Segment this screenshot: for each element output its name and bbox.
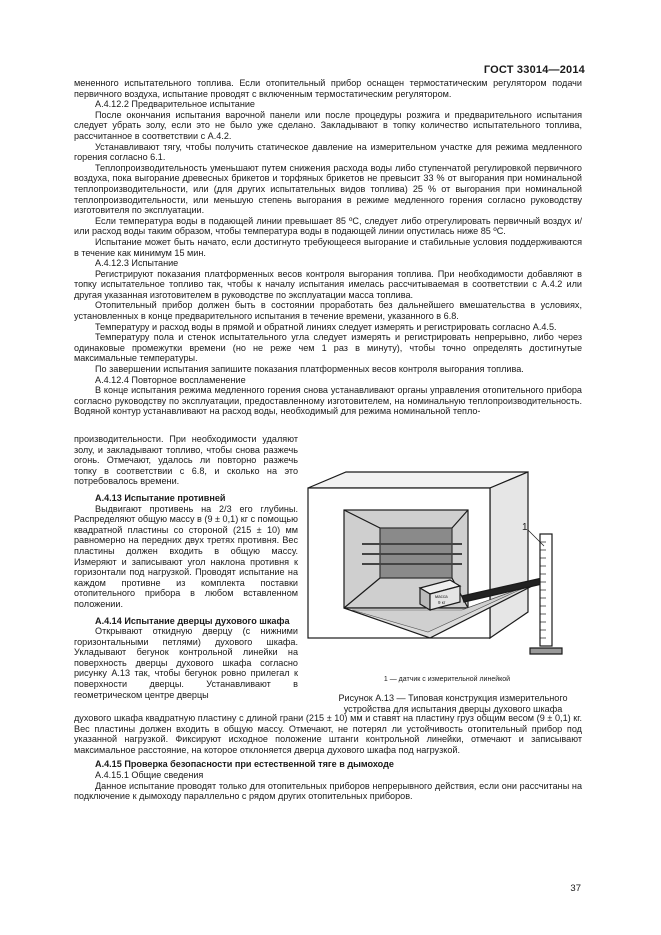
paragraph: Открывают откидную дверцу (с нижними горизонтальными петлями) духового шкафа. Укладывают бегунок контрольной линейки на поверхность дверцы духового шкафа согласно рисунку А.13 так, чтобы бегунок ровно прилегал к поверхности дверцы. Устанавливают в геометрическом центре дверцы xyxy=(74,626,298,700)
weight-label-line2: 9 кг xyxy=(438,600,446,605)
page-number: 37 xyxy=(570,883,581,894)
figure-marker: 1 xyxy=(522,522,528,533)
figure-a13-drawing xyxy=(302,470,592,670)
left-column-text xyxy=(74,434,298,700)
paragraph: После окончания испытания варочной панели или после процедуры розжига и предварительного испытания следует убрать золу, если это не было уже сделано. Закладывают в топку количество испытательного топлива, рассчитанное в соответствии с А.4.2. xyxy=(74,109,582,141)
top-text-block xyxy=(74,78,582,417)
cabinet-side xyxy=(490,472,528,638)
figure-caption-line1: Рисунок А.13 — Типовая конструкция измерительного xyxy=(338,693,568,703)
paragraph: Испытание может быть начато, если достигнуто требующееся выгорание и стабильные условия поддерживаются в течение как минимум 15 мин. xyxy=(74,236,582,258)
section-heading: А.4.15 Проверка безопасности при естественной тяге в дымоходе xyxy=(95,759,394,770)
paragraph: производительности. При необходимости удаляют золу, и закладывают топливо, чтобы снова разжечь огонь. Отмечают, удалось ли повторно разжечь топку в соответствии с 6.8, и сколько на это потребовалось времени. xyxy=(74,434,298,487)
figure-caption xyxy=(318,693,588,715)
paragraph: По завершении испытания запишите показания платформенных весов контроля выгорания топлива. xyxy=(95,364,524,375)
paragraph: А.4.12.2 Предварительное испытание xyxy=(95,99,255,110)
paragraph: Температуру и расход воды в прямой и обратной линиях следует измерять и регистрировать согласно А.4.5. xyxy=(95,321,557,332)
paragraph: А.4.12.3 Испытание xyxy=(95,258,179,269)
weight-label-line1: масса xyxy=(435,594,448,599)
paragraph: Выдвигают противень на 2/3 его глубины. Распределяют общую массу в (9 ± 0,1) кг с помощью квадратной пластины со стороной (215 ± 10) мм равномерно на передних двух третях противня. Вес пластины должен входить в общую массу. Измеряют и записывают угол наклона противня к горизонтали под нагрузкой. Проводят испытание на каждом противне из комплекта поставки отопительного прибора в любом вставленном положении. xyxy=(74,503,298,609)
paragraph: А.4.12.4 Повторное воспламенение xyxy=(95,374,246,385)
bottom-text-block xyxy=(74,713,582,802)
paragraph: Устанавливают тягу, чтобы получить статическое давление на измерительном участке для режима медленного горения согласно 6.1. xyxy=(74,141,582,163)
paragraph: Отопительный прибор должен быть в состоянии проработать без дальнейшего вмешательства в условиях, установленных в конце предварительного испытания в течение времени, указанного в 6.8. xyxy=(74,300,582,322)
paragraph: Температуру пола и стенок испытательного угла следует измерять и регистрировать непрерывно, либо через одинаковые промежутки времени (но не реже чем 1 раз в минуту), чтобы точно определять достигнутые максимальные температуры. xyxy=(74,332,582,364)
section-heading: А.4.13 Испытание противней xyxy=(95,492,226,503)
paragraph: духового шкафа квадратную пластину с длиной грани (215 ± 10) мм и ставят на пластину груз общим весом (9 ± 0,1) кг. Вес пластины должен входить в общую массу. Отмечают, не потерял ли устойчивость отопительный прибор под указанной нагрузкой. Фиксируют исходное положение штанги контрольной линейки, отмечают и записывают максимальное расстояние, на которое отклоняется дверца духового шкафа под нагрузкой. xyxy=(74,713,582,755)
paragraph: Теплопроизводительность уменьшают путем снижения расхода воды либо ступенчатой регулировкой первичного воздуха, пока выгорание древесных брикетов и торфяных брикетов не превысит 33 % от выгорания при номинальной теплопроизводительности, или (для других испытательных видов топлива) 25 % от выгорания при номинальной теплопроизводительности, или меньшую степень выгорания в режиме медленного горения согласно руководству изготовителя по эксплуатации. xyxy=(74,162,582,216)
paragraph: Регистрируют показания платформенных весов контроля выгорания топлива. При необходимости добавляют в топку испытательное топливо так, чтобы к началу испытания имелась рассчитываемая в соответствии с А.4.2 или другая указанная изготовителем в руководстве по эксплуатации масса топлива. xyxy=(74,268,582,300)
document-header: ГОСТ 33014—2014 xyxy=(483,64,585,76)
paragraph: А.4.15.1 Общие сведения xyxy=(95,769,204,780)
paragraph: мененного испытательного топлива. Если отопительный прибор оснащен термостатическим регулятором подачи первичного воздуха, испытание проводят с включенным термостатическим регулятором. xyxy=(74,78,582,99)
paragraph: В конце испытания режима медленного горения снова устанавливают органы управления отопительного прибора согласно руководству по эксплуатации, предоставленному изготовителем, на номинальную теплопроизводительность. Водяной контур устанавливают на расход воды, необходимый для режима номинальной тепло- xyxy=(74,385,582,417)
section-heading: А.4.14 Испытание дверцы духового шкафа xyxy=(95,615,290,626)
paragraph: Данное испытание проводят только для отопительных приборов непрерывного действия, если они рассчитаны на подключение к дымоходу параллельно с рядом других отопительных приборов. xyxy=(74,780,582,802)
figure-legend: 1 — датчик с измерительной линейкой xyxy=(383,676,511,683)
figure-caption-line2: устройства для испытания дверцы духового шкафа xyxy=(343,704,563,714)
paragraph: Если температура воды в подающей линии превышает 85 ºС, следует либо отрегулировать первичный воздух и/или расход воды таким образом, чтобы температура воды в подающей линии опустилась ниже 85 ºС. xyxy=(74,215,582,237)
